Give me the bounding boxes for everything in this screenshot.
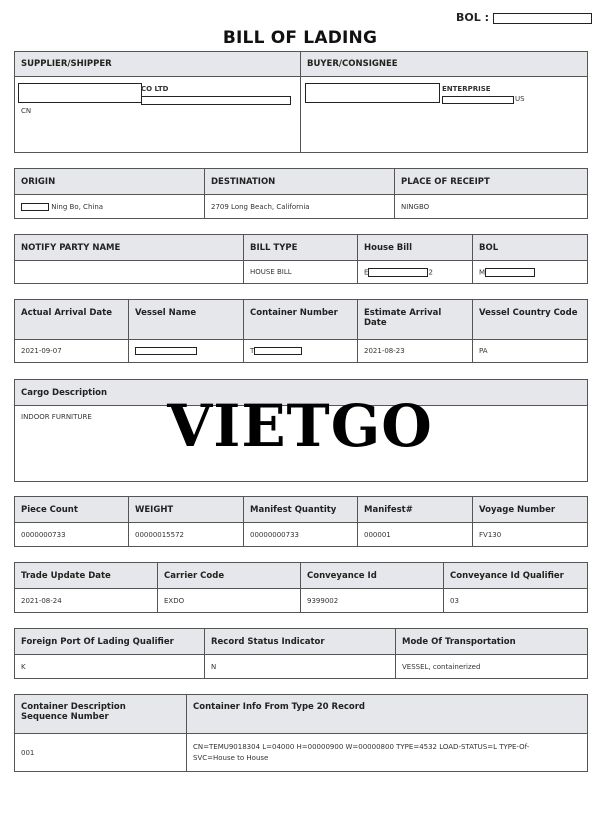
bol-header-label: BOL :: [456, 11, 489, 24]
conveyance-qualifier-value: 03: [444, 589, 588, 613]
bol-cell: [473, 261, 588, 284]
carrier-code-value: EXDO: [158, 589, 301, 613]
redacted-origin-code: [21, 203, 49, 211]
house-bill-suffix: 2: [428, 268, 433, 276]
vessel-table: [14, 299, 588, 363]
notify-party-label: NOTIFY PARTY NAME: [15, 235, 244, 261]
supplier-name-suffix: CO LTD: [141, 85, 169, 93]
record-status-label: Record Status Indicator: [205, 629, 396, 655]
manifest-quantity-value: 00000000733: [244, 523, 358, 547]
buyer-name-suffix: ENTERPRISE: [442, 85, 491, 93]
foreign-port-label: Foreign Port Of Lading Qualifier: [15, 629, 205, 655]
vessel-name-cell: [129, 340, 244, 363]
carrier-code-label: Carrier Code: [158, 563, 301, 589]
container-number-cell: [244, 340, 358, 363]
buyer-consignee-label: BUYER/CONSIGNEE: [301, 52, 587, 77]
vessel-name-label: Vessel Name: [129, 300, 244, 340]
supplier-shipper-label: SUPPLIER/SHIPPER: [15, 52, 300, 77]
weight-value: 00000015572: [129, 523, 244, 547]
estimate-arrival-label: Estimate Arrival Date: [358, 300, 473, 340]
foreign-port-value: K: [15, 655, 205, 679]
record-status-value: N: [205, 655, 396, 679]
container-seq-label: [15, 695, 187, 734]
vietgo-watermark: VIETGO: [167, 392, 433, 460]
trade-update-label: Trade Update Date: [15, 563, 158, 589]
voyage-number-label: Voyage Number: [473, 497, 588, 523]
redacted-house-bill: [368, 268, 428, 277]
buyer-country: US: [515, 95, 525, 103]
container-seq-label-line2: Sequence Number: [21, 712, 109, 722]
supplier-country: CN: [21, 107, 32, 115]
bol-label: BOL: [473, 235, 588, 261]
bol-prefix: M: [479, 268, 486, 276]
house-bill-label: House Bill: [358, 235, 473, 261]
origin-value: Ning Bo, China: [51, 202, 104, 211]
container-info-label: Container Info From Type 20 Record: [187, 695, 588, 734]
notify-table: [14, 234, 588, 284]
container-info-line1: CN=TEMU9018304 L=04000 H=00000900 W=00000800 TYPE=4532 LOAD-STATUS=L TYPE-Of-: [193, 742, 530, 751]
container-info-cell: [187, 734, 588, 772]
counts-table: [14, 496, 588, 547]
supplier-shipper-box: [14, 51, 301, 153]
mode-of-transport-value: VESSEL, containerized: [396, 655, 588, 679]
buyer-consignee-box: [300, 51, 588, 153]
manifest-number-label: Manifest#: [358, 497, 473, 523]
cargo-description-value: INDOOR FURNITURE: [21, 413, 92, 421]
redacted-buyer-address: [442, 96, 514, 104]
mode-of-transport-label: Mode Of Transportation: [396, 629, 588, 655]
redacted-bol: [485, 268, 535, 277]
place-of-receipt-label: PLACE OF RECEIPT: [395, 169, 588, 195]
redacted-bol-number: [493, 13, 592, 24]
port-table: [14, 628, 588, 679]
redacted-vessel-name: [135, 347, 197, 355]
container-info-table: [14, 694, 588, 772]
document-title: BILL OF LADING: [222, 28, 378, 48]
container-info-line2: SVC=House to House: [193, 753, 269, 762]
piece-count-value: 0000000733: [15, 523, 129, 547]
redacted-buyer-name: [305, 83, 440, 103]
house-bill-cell: [358, 261, 473, 284]
vessel-country-label: Vessel Country Code: [473, 300, 588, 340]
redacted-supplier-address: [141, 96, 291, 105]
container-number-prefix: T: [250, 347, 255, 355]
redacted-supplier-name: [18, 83, 142, 103]
redacted-container-number: [254, 347, 302, 355]
container-seq-value: 001: [15, 734, 187, 772]
voyage-number-value: FV130: [473, 523, 588, 547]
house-bill-prefix: E: [364, 268, 369, 276]
bill-type-value: HOUSE BILL: [244, 261, 358, 284]
manifest-quantity-label: Manifest Quantity: [244, 497, 358, 523]
conveyance-id-label: Conveyance Id: [301, 563, 444, 589]
cargo-description-label: Cargo Description: [15, 380, 587, 406]
container-seq-label-line1: Container Description: [21, 702, 126, 712]
notify-party-value: [15, 261, 244, 284]
conveyance-id-value: 9399002: [301, 589, 444, 613]
manifest-number-value: 000001: [358, 523, 473, 547]
conveyance-qualifier-label: Conveyance Id Qualifier: [444, 563, 588, 589]
trade-update-value: 2021-08-24: [15, 589, 158, 613]
container-number-label: Container Number: [244, 300, 358, 340]
destination-label: DESTINATION: [205, 169, 395, 195]
origin-label: ORIGIN: [15, 169, 205, 195]
route-table: [14, 168, 588, 219]
bill-type-label: BILL TYPE: [244, 235, 358, 261]
trade-table: [14, 562, 588, 613]
actual-arrival-value: 2021-09-07: [15, 340, 129, 363]
origin-cell: [15, 195, 205, 219]
destination-value: 2709 Long Beach, California: [205, 195, 395, 219]
place-of-receipt-value: NINGBO: [395, 195, 588, 219]
piece-count-label: Piece Count: [15, 497, 129, 523]
weight-label: WEIGHT: [129, 497, 244, 523]
vessel-country-value: PA: [473, 340, 588, 363]
actual-arrival-label: Actual Arrival Date: [15, 300, 129, 340]
estimate-arrival-value: 2021-08-23: [358, 340, 473, 363]
